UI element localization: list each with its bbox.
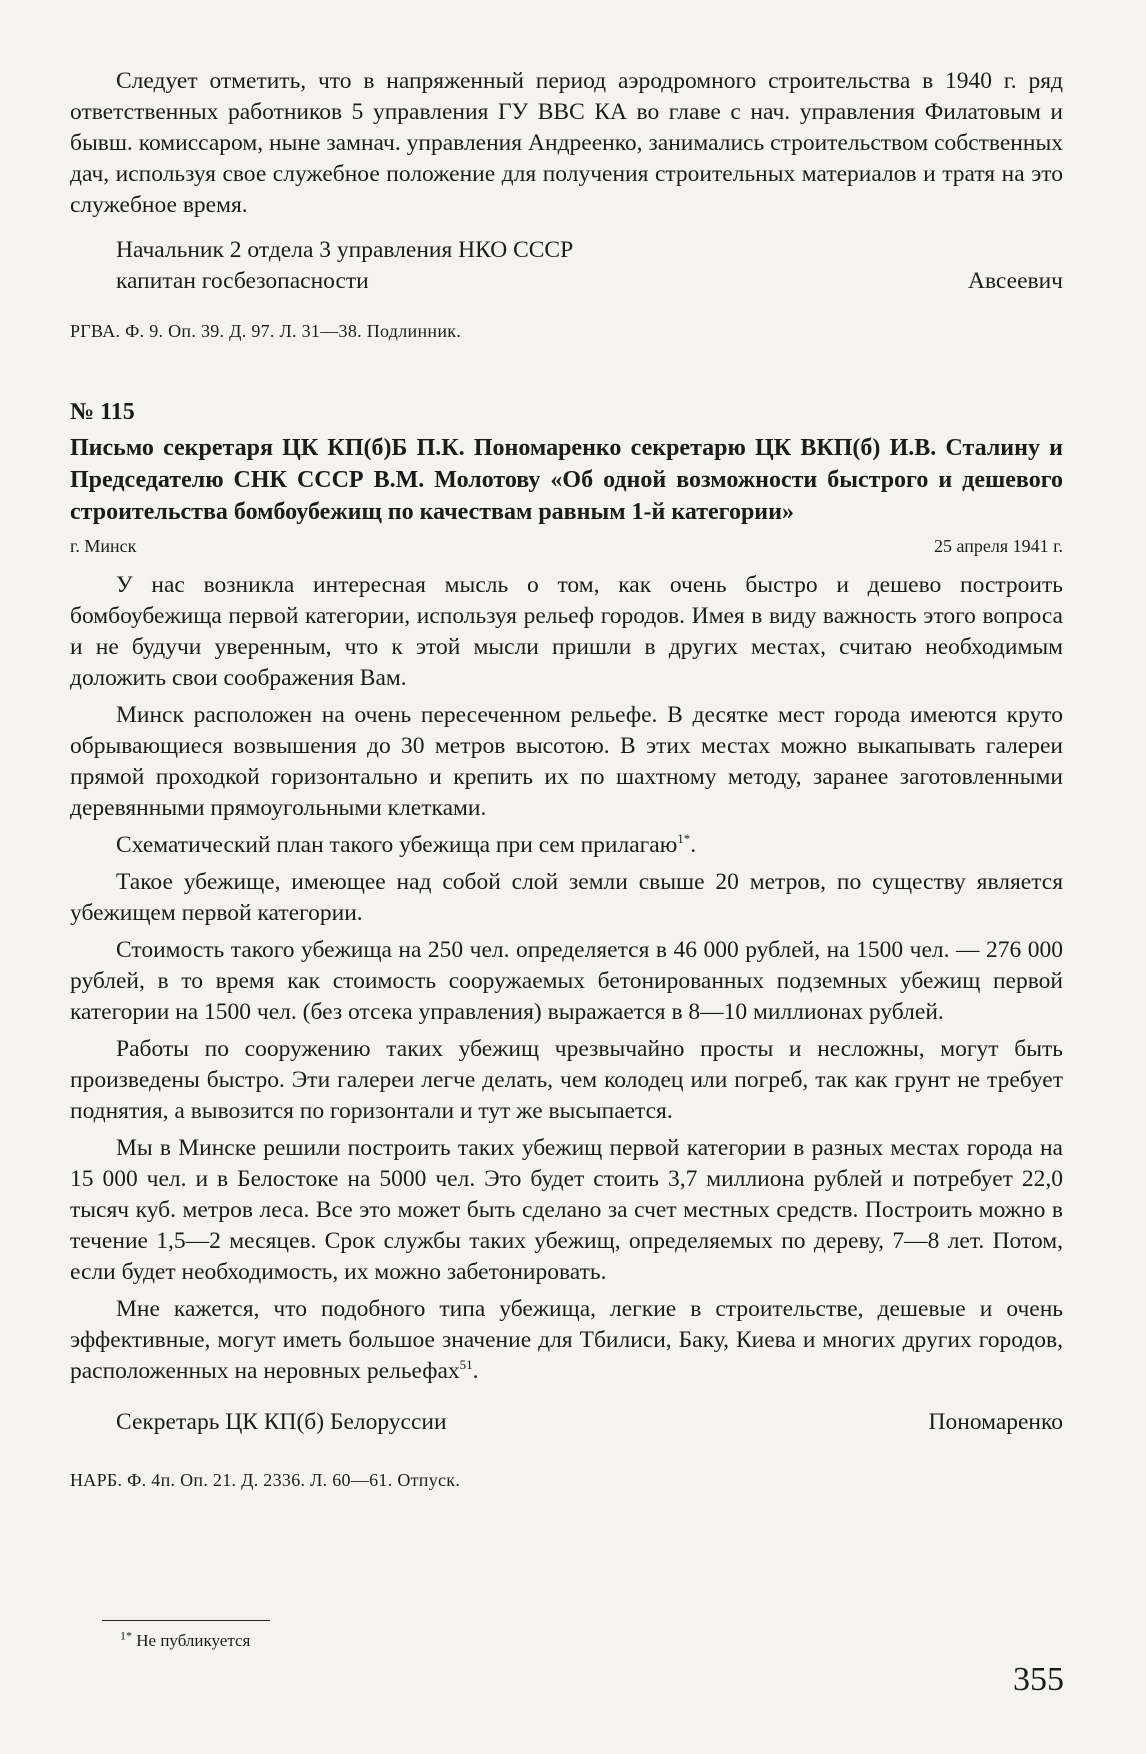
footnote-reference-1[interactable]: 1* bbox=[677, 831, 691, 847]
body-paragraph-5: Стоимость такого убежища на 250 чел. определяется в 46 000 рублей, на 1500 чел. — 276 000 рублей, в то время как стоимость сооружаемых бетонированных подземных убежищ первой категории на 1500 чел. (без отсека управления) выражается в 8—10 миллионах рублей. bbox=[70, 937, 1063, 1025]
page-number: 355 bbox=[1013, 1661, 1064, 1698]
document-number: № 115 bbox=[70, 399, 135, 425]
document-date: 25 апреля 1941 г. bbox=[934, 536, 1063, 556]
body-paragraph-7: Мы в Минске решили построить таких убежищ первой категории в разных местах города на 15 000 чел. и в Белостоке на 5000 чел. Это будет стоить 3,7 миллиона рублей и потребует 22,0 тысяч куб. метров леса. Все это может быть сделано за счет местных средств. Построить можно в течение 1,5—2 месяцев. Срок службы таких убежищ, определяемых по дереву, 7—8 лет. Потом, если будет необходимость, их можно забетонировать. bbox=[70, 1135, 1063, 1285]
document-place: г. Минск bbox=[70, 536, 137, 556]
footnote-divider bbox=[102, 1620, 270, 1621]
footnote bbox=[120, 1630, 250, 1652]
intro-paragraph: Следует отметить, что в напряженный период аэродромного строительства в 1940 г. ряд ответственных работников 5 управления ГУ ВВС КА во главе с нач. управления Филатовым и бывш. комиссаром, ныне замнач. управления Андреенко, занимались строительством собственных дач, используя свое служебное положение для получения строительных материалов и тратя на это служебное время. bbox=[70, 68, 1063, 218]
intro-signer-rank: капитан госбезопасности bbox=[116, 268, 369, 294]
document-signature-line bbox=[70, 1407, 1063, 1438]
footnote-mark: 1* bbox=[120, 1628, 132, 1643]
document-place-date bbox=[70, 534, 1063, 558]
document-archive-reference: НАРБ. Ф. 4п. Оп. 21. Д. 2336. Л. 60—61. Отпуск. bbox=[70, 1470, 461, 1490]
endnote-reference-51[interactable]: 51 bbox=[459, 1357, 473, 1373]
page-body bbox=[70, 66, 1063, 1492]
body-paragraph-2: Минск расположен на очень пересеченном рельефе. В десятке мест города имеются круто обрывающиеся возвышения до 30 метров высотою. В этих местах можно выкапывать галереи прямой проходкой горизонтально и крепить их по шахтному методу, заранее заготовленными деревянными прямоугольными клетками. bbox=[70, 702, 1063, 821]
intro-signer-position: Начальник 2 отдела 3 управления НКО СССР bbox=[116, 237, 574, 263]
document-title: Письмо секретаря ЦК КП(б)Б П.К. Пономаренко секретарю ЦК ВКП(б) И.В. Сталину и Председателю СНК СССР В.М. Молотову «Об одной возможности быстрого и дешевого строительства бомбоубежищ по качествам равным 1-й категории» bbox=[70, 435, 1063, 525]
intro-signer-line1 bbox=[70, 235, 1063, 266]
document-signer-name: Пономаренко bbox=[928, 1409, 1063, 1435]
body-paragraph-1: У нас возникла интересная мысль о том, как очень быстро и дешево построить бомбоубежища первой категории, используя рельеф городов. Имея в виду важность этого вопроса и не будучи уверенным, что к этой мысли пришли в других местах, считаю необходимым доложить свои соображения Вам. bbox=[70, 572, 1063, 691]
body-paragraph-8 bbox=[70, 1294, 1063, 1387]
body-paragraph-3-tail: . bbox=[690, 832, 697, 858]
body-paragraph-3 bbox=[70, 830, 1063, 861]
footnote-text: Не публикуется bbox=[132, 1631, 251, 1650]
body-paragraph-6: Работы по сооружению таких убежищ чрезвычайно просты и несложны, могут быть произведены быстро. Эти галереи легче делать, чем колодец или погреб, так как грунт не требует поднятия, а вывозится по горизонтали и тут же высыпается. bbox=[70, 1036, 1063, 1124]
document-signer-title: Секретарь ЦК КП(б) Белоруссии bbox=[116, 1409, 447, 1435]
intro-signer-name: Авсеевич bbox=[968, 268, 1063, 294]
body-paragraph-8-tail: . bbox=[472, 1358, 479, 1384]
body-paragraph-8-text: Мне кажется, что подобного типа убежища, легкие в строительстве, дешевые и очень эффективные, могут иметь большое значение для Тбилиси, Баку, Киева и многих других городов, расположенных на неровных рельефах bbox=[70, 1296, 1063, 1384]
body-paragraph-3-text: Схематический план такого убежища при сем прилагаю bbox=[116, 832, 678, 858]
body-paragraph-4: Такое убежище, имеющее над собой слой земли свыше 20 метров, по существу является убежищем первой категории. bbox=[70, 869, 1063, 926]
intro-signer-line2 bbox=[70, 266, 1063, 297]
intro-archive-reference: РГВА. Ф. 9. Оп. 39. Д. 97. Л. 31—38. Подлинник. bbox=[70, 321, 462, 341]
